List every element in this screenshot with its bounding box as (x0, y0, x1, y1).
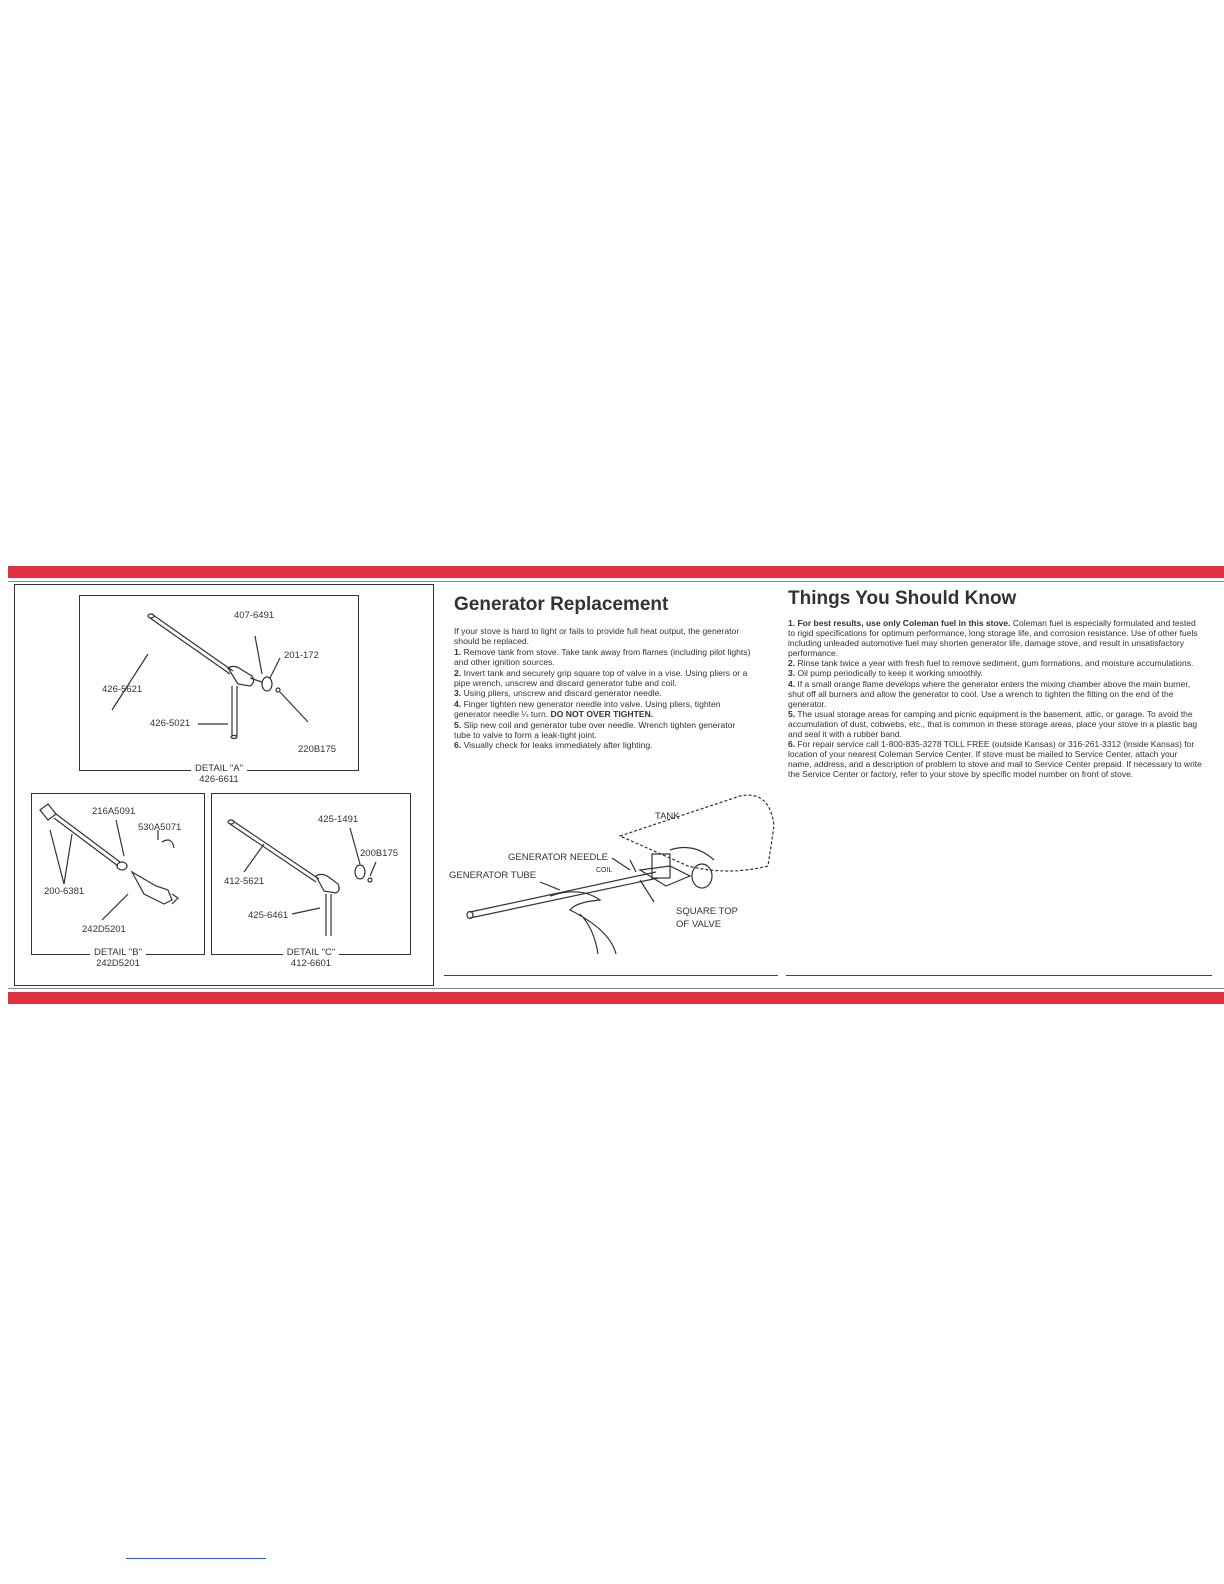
tip-number: 5. (788, 708, 796, 719)
detail-b-caption-block (31, 947, 205, 969)
step-text: Invert tank and securely grip square top of valve in a vise. Using pliers or a pipe wrench, unscrew and discard generator tube and coil. (454, 667, 748, 689)
step-number: 2. (454, 667, 462, 678)
top-rule (8, 581, 1224, 582)
things-to-know-title: Things You Should Know (788, 588, 1017, 609)
generator-replacement-title: Generator Replacement (454, 594, 669, 615)
part-label: 426-5621 (102, 684, 143, 695)
detail-c-part-number: 412-6601 (290, 958, 332, 969)
bottom-red-band (8, 992, 1224, 1004)
step-2 (454, 668, 754, 689)
tip-text: For repair service call 1-800-835-3278 TOLL FREE (outside Kansas) or 316-261-3312 (inside Kansas) for location of your nearest Coleman Service Center. If stove must be mailed to Service Center, attach your name, address, and a description of problem to stove and mail to Service Center prepaid. If necessary to write the Service Center or factory, refer to your stove by specific model number on front of stove. (788, 739, 1202, 780)
right-column-bottom-rule (786, 975, 1212, 976)
tip-text: Oil pump periodically to keep it working smoothly. (797, 668, 983, 679)
detail-a-box (79, 595, 359, 771)
step-1 (454, 647, 754, 668)
detail-c-caption-block (211, 947, 411, 969)
tip-1 (788, 618, 1202, 658)
step-number: 4. (454, 698, 462, 709)
tip-text: The usual storage areas for camping and picnic equipment is the basement, attic, or garage. To avoid the accumulation of dust, cobwebs, etc., that is common in these storage areas, place your stove in a plastic bag and seal it with a rubber band. (788, 708, 1198, 740)
part-label: 412-5621 (224, 876, 265, 887)
part-label: 216A5091 (92, 806, 136, 817)
intro-text: If your stove is hard to light or fails to provide full heat output, the generator should be replaced. (454, 626, 740, 647)
step-number: 1. (454, 646, 462, 657)
step-6 (454, 740, 754, 750)
part-label: 530A5071 (138, 822, 182, 833)
detail-a-caption-block (79, 763, 359, 785)
page-footer-line (126, 1558, 266, 1559)
detail-c-box (211, 793, 411, 955)
step-text: Slip new coil and generator tube over needle. Wrench tighten generator tube to valve to form a leak-tight joint. (454, 719, 736, 741)
step-number: 3. (454, 688, 462, 699)
detail-b-caption: DETAIL "B" (90, 947, 146, 958)
tip-4 (788, 679, 1202, 709)
step-text: Remove tank from stove. Take tank away from flames (including pilot lights) and other ignition sources. (454, 646, 751, 668)
step-5 (454, 720, 754, 741)
step-4 (454, 699, 754, 720)
coil-label: COIL (596, 867, 613, 874)
things-to-know-body (788, 618, 1202, 780)
detail-a-caption: DETAIL "A" (191, 763, 247, 774)
tank-label: TANK (655, 811, 680, 822)
part-label: 200-6381 (44, 886, 85, 897)
step-number: 6. (454, 740, 462, 751)
generator-replacement-body (454, 626, 754, 751)
step-number: 5. (454, 719, 462, 730)
generator-tube-label: GENERATOR TUBE (449, 870, 537, 881)
part-label: 425-6461 (248, 910, 289, 921)
detail-a-part-number: 426-6611 (199, 774, 239, 785)
tip-number: 1. (788, 618, 796, 628)
generator-needle-label: GENERATOR NEEDLE (508, 852, 608, 863)
part-label: 200B175 (360, 848, 399, 859)
detail-b-box (31, 793, 205, 955)
detail-c-caption: DETAIL "C" (283, 947, 339, 958)
part-label: 201-172 (284, 650, 319, 661)
detail-c-drawing (212, 794, 412, 956)
step-text: Finger tighten new generator needle into valve. Using pliers, tighten generator needle ¼ turn. (454, 698, 721, 720)
tip-3 (788, 668, 1202, 678)
parts-diagram-panel (14, 584, 434, 986)
part-label: 426-5021 (150, 718, 191, 729)
tip-text: If a small orange flame develops where the generator enters the mixing chamber above the main burner, shut off all burners and allow the generator to cool. Use a wrench to tighten the fitting on the end of the generator. (788, 678, 1191, 709)
middle-column-bottom-rule (444, 975, 778, 976)
tip-number: 6. (788, 739, 796, 750)
tip-2 (788, 658, 1202, 668)
of-valve-label: OF VALVE (676, 919, 722, 930)
step-text: Using pliers, unscrew and discard generator needle. (463, 688, 662, 699)
part-label: 425-1491 (318, 814, 359, 825)
tip-text: Coleman fuel is especially formulated and tested to rigid specifications for optimum performance, long storage life, and corrosion resistance. Use of other fuels including unleaded automotive fuel may shorten generator life, damage stove, and result in unsatisfactory performance. (788, 618, 1198, 659)
step-text: Visually check for leaks immediately after lighting. (463, 740, 653, 751)
tip-5 (788, 709, 1202, 739)
tip-number: 3. (788, 668, 796, 679)
tip-text: Rinse tank twice a year with fresh fuel to remove sediment, gum formations, and moisture accumulations. (797, 658, 1194, 669)
part-label: 220B175 (298, 744, 337, 755)
square-top-label: SQUARE TOP (676, 906, 738, 917)
step-warning: DO NOT OVER TIGHTEN. (550, 709, 654, 720)
tip-number: 2. (788, 658, 796, 669)
step-3 (454, 688, 754, 698)
top-red-band (8, 566, 1224, 578)
part-label: 407-6491 (234, 610, 275, 621)
bottom-rule (8, 988, 1224, 989)
tip-number: 4. (788, 678, 796, 689)
part-label: 242D5201 (82, 924, 126, 935)
tip-6 (788, 739, 1202, 779)
detail-b-part-number: 242D5201 (96, 958, 140, 969)
tip-lead: For best results, use only Coleman fuel in this stove. (797, 618, 1011, 628)
